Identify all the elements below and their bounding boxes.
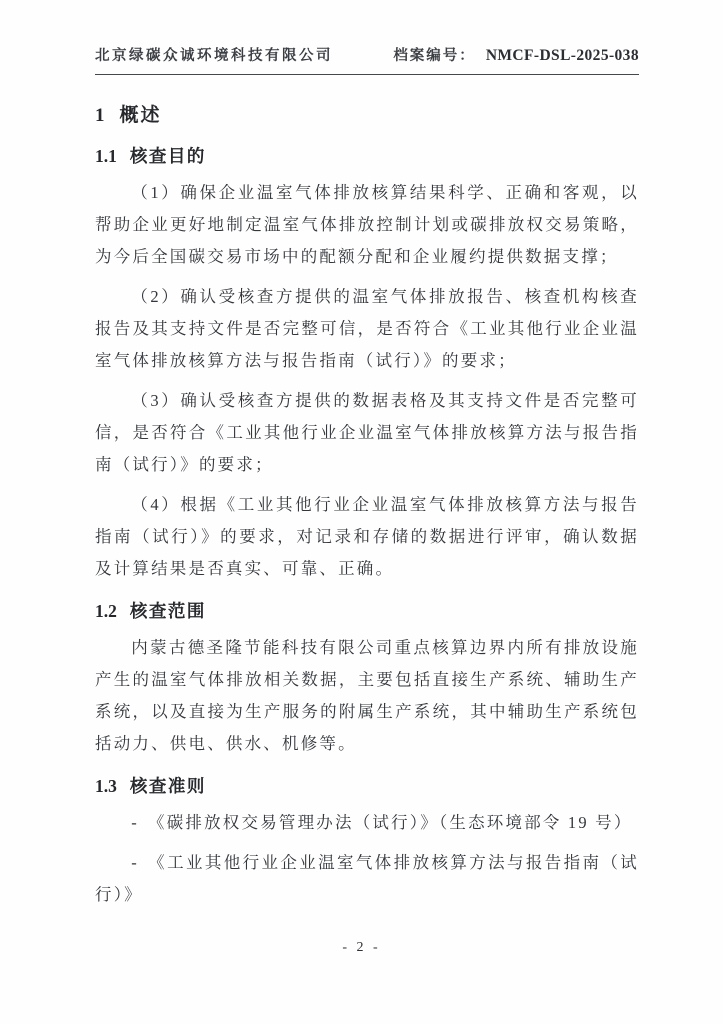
file-number-value: NMCF-DSL-2025-038 xyxy=(485,47,639,64)
chapter-heading xyxy=(95,102,639,130)
paragraph-purpose-2: （2）确认受核查方提供的温室气体排放报告、核查机构核查报告及其支持文件是否完整可信，是否符合《工业其他行业企业温室气体排放核算方法与报告指南（试行）》的要求； xyxy=(95,287,639,370)
chapter-title: 概述 xyxy=(119,105,162,126)
section-number: 1.2 xyxy=(95,601,117,621)
section-heading-1-3 xyxy=(95,774,639,798)
paragraph-purpose-4: （4）根据《工业其他行业企业温室气体排放核算方法与报告指南（试行）》的要求，对记录和存储的数据进行评审，确认数据及计算结果是否真实、可靠、正确。 xyxy=(95,495,639,578)
section-title: 核查目的 xyxy=(129,146,206,166)
criteria-list-item xyxy=(95,847,639,911)
section-heading-1-1 xyxy=(95,144,639,168)
header-file-number xyxy=(393,44,639,65)
section-heading-1-2 xyxy=(95,599,639,623)
paragraph-purpose-3: （3）确认受核查方提供的数据表格及其支持文件是否完整可信，是否符合《工业其他行业企业温室气体排放核算方法与报告指南（试行）》的要求； xyxy=(95,391,639,474)
page-header xyxy=(95,44,639,75)
list-dash-marker: - xyxy=(131,853,139,872)
paragraph-purpose-1: （1）确保企业温室气体排放核算结果科学、正确和客观，以帮助企业更好地制定温室气体排放控制计划或碳排放权交易策略，为今后全国碳交易市场中的配额分配和企业履约提供数据支撑； xyxy=(95,183,639,266)
page-footer xyxy=(0,940,723,956)
criteria-text: 《工业其他行业企业温室气体排放核算方法与报告指南（试行）》 xyxy=(95,853,639,904)
section-title: 核查准则 xyxy=(129,776,206,796)
file-number-label: 档案编号： xyxy=(393,48,476,64)
section-number: 1.3 xyxy=(95,776,117,796)
criteria-text: 《碳排放权交易管理办法（试行）》（生态环境部令 19 号） xyxy=(148,813,633,832)
chapter-number: 1 xyxy=(95,105,105,126)
header-company-name: 北京绿碳众诚环境科技有限公司 xyxy=(95,48,333,64)
section-title: 核查范围 xyxy=(129,601,206,621)
list-dash-marker: - xyxy=(131,813,139,832)
document-body xyxy=(95,88,639,919)
section-number: 1.1 xyxy=(95,146,117,166)
paragraph-scope: 内蒙古德圣隆节能科技有限公司重点核算边界内所有排放设施产生的温室气体排放相关数据，主要包括直接生产系统、辅助生产系统，以及直接为生产服务的附属生产系统，其中辅助生产系统包括动力、供电、供水、机修等。 xyxy=(95,638,639,753)
criteria-list-item xyxy=(95,807,639,839)
page-number: - 2 - xyxy=(342,940,381,955)
